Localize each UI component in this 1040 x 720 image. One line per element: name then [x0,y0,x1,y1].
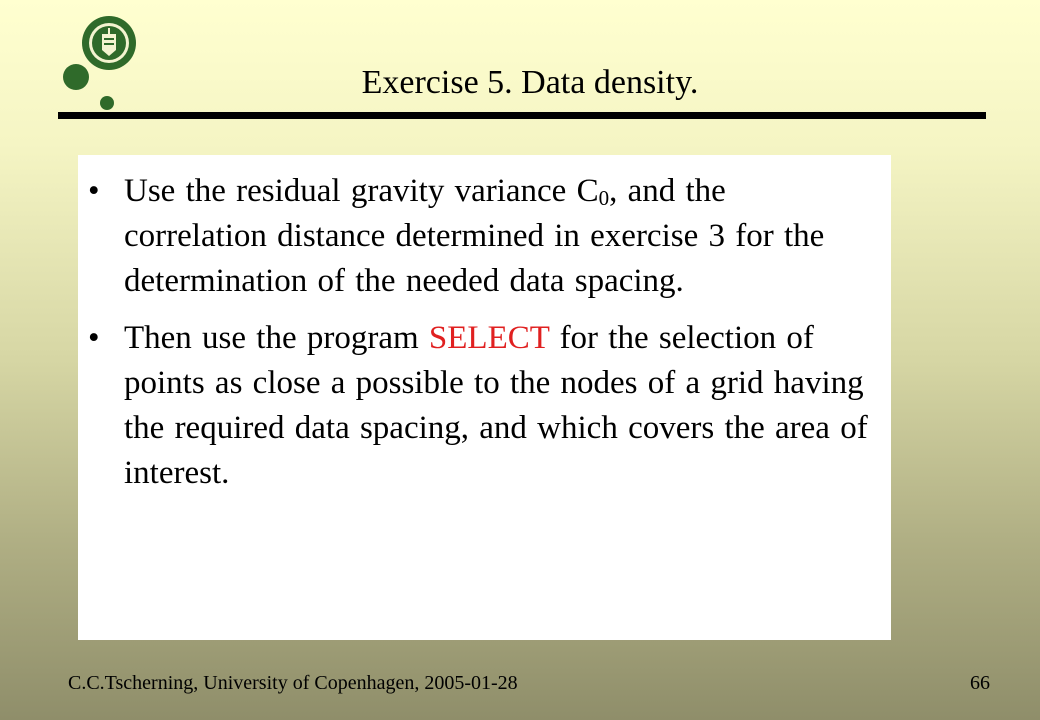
page-number: 66 [970,672,990,694]
bullet-item [88,316,873,496]
content-panel [78,155,891,640]
footer-credit: C.C.Tscherning, University of Copenhagen, 2005-01-28 [68,672,518,694]
bullet-icon: • [88,320,100,356]
bullet-text: Then use the program [124,320,429,356]
bullet-item [88,169,873,304]
bullet-list [78,155,891,496]
bullet-text: Use the residual gravity variance C [124,173,599,209]
program-name-highlight: SELECT [428,320,550,356]
bullet-text-continued: for the selection of points as close a possible to the nodes of a grid having the required data spacing, and which covers the area of interest. [124,320,868,491]
slide-title: Exercise 5. Data density. [361,64,699,101]
bullet-icon: • [88,173,100,209]
subscript: 0 [598,186,610,210]
title-divider [58,112,986,119]
bullet-text-continued: , and the correlation distance determined in exercise 3 for the determination of the needed data spacing. [124,173,825,299]
